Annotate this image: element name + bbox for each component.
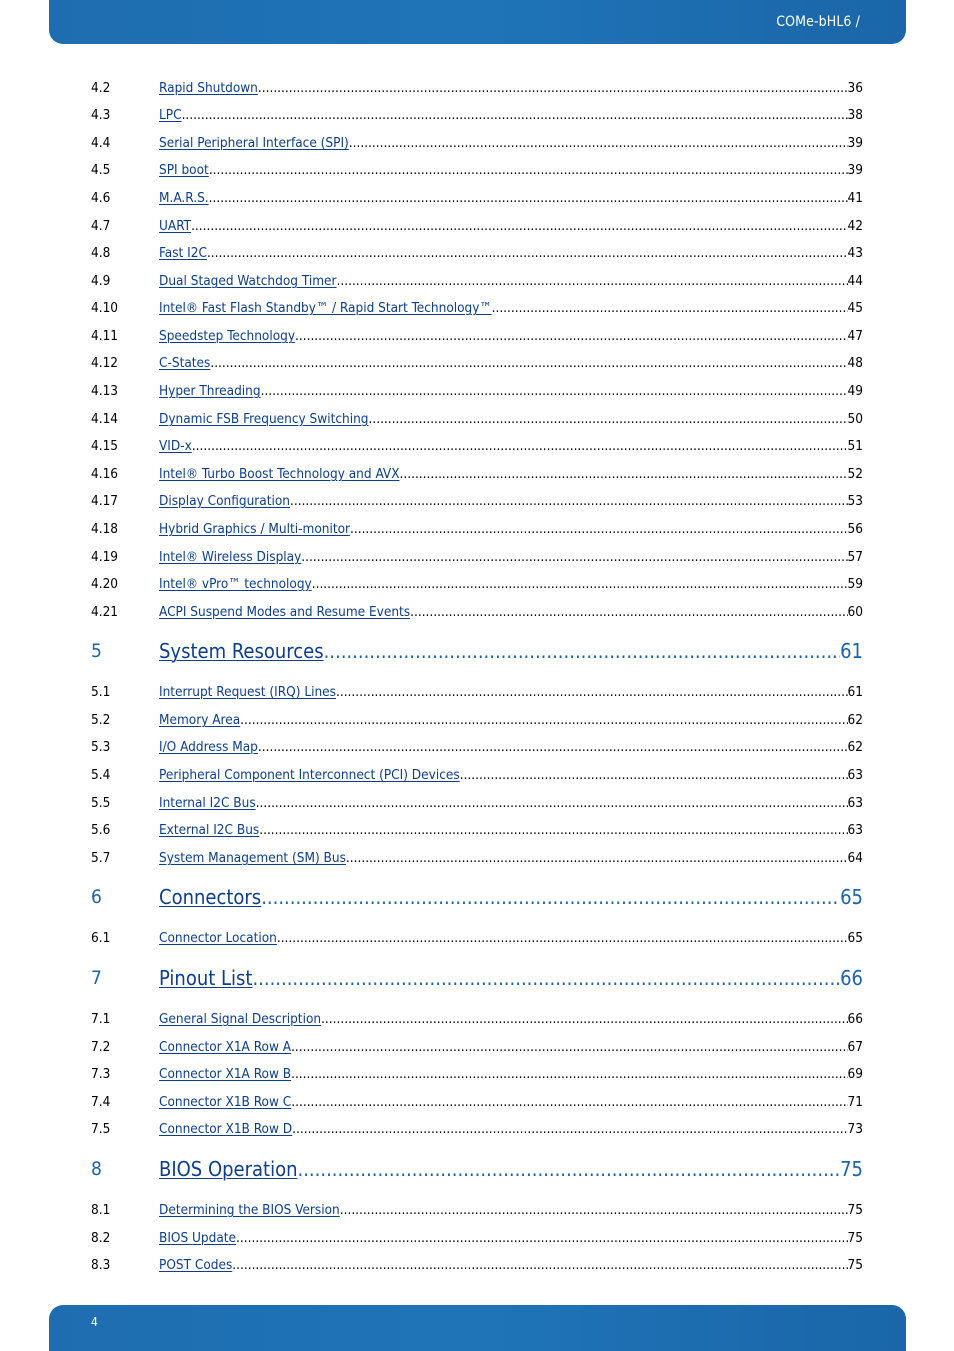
toc-entry-line <box>159 850 863 866</box>
toc-dot-leader <box>336 684 848 700</box>
toc-entry-number: 8.2 <box>91 1230 111 1246</box>
toc-entry-line <box>159 885 863 909</box>
toc-entry-line <box>159 795 863 811</box>
toc-entry-number: 4.12 <box>91 355 119 371</box>
toc-entry-link[interactable]: I/O Address Map <box>159 739 258 755</box>
toc-entry-line <box>159 1066 863 1082</box>
toc-entry-link[interactable]: ACPI Suspend Modes and Resume Events <box>159 604 411 620</box>
toc-entry-number: 4.3 <box>91 107 111 123</box>
toc-entry-page-number: 75 <box>847 1230 863 1246</box>
toc-entry-line <box>159 521 863 537</box>
toc-entry-page-number: 60 <box>847 604 863 620</box>
toc-dot-leader <box>258 80 848 96</box>
toc-entry-number: 7 <box>91 967 102 989</box>
toc-entry-link[interactable]: Intel® Fast Flash Standby™ / Rapid Start Technology™ <box>159 300 492 316</box>
toc-entry-line <box>159 1011 863 1027</box>
toc-entry-link[interactable]: Intel® Turbo Boost Technology and AVX <box>159 466 400 482</box>
toc-entry-line <box>159 684 863 700</box>
toc-entry-page-number: 36 <box>847 80 863 96</box>
toc-entry-line <box>159 438 863 454</box>
toc-dot-leader <box>182 107 848 123</box>
toc-entry-line <box>159 411 863 427</box>
toc-entry-line <box>159 273 863 289</box>
toc-dot-leader <box>261 383 848 399</box>
toc-dot-leader <box>301 549 847 565</box>
toc-entry-link[interactable]: Display Configuration <box>159 493 290 509</box>
toc-entry-link[interactable]: Peripheral Component Interconnect (PCI) Devices <box>159 767 460 783</box>
toc-dot-leader <box>337 273 848 289</box>
toc-entry-link[interactable]: System Management (SM) Bus <box>159 850 346 866</box>
toc-dot-leader <box>298 1157 841 1181</box>
document-title: COMe-bHL6 / <box>776 14 860 30</box>
toc-entry-line <box>159 218 863 234</box>
toc-dot-leader <box>346 850 848 866</box>
toc-entry-number: 4.2 <box>91 80 111 96</box>
toc-entry-line <box>159 639 863 663</box>
toc-entry-line <box>159 822 863 838</box>
toc-entry-line <box>159 1202 863 1218</box>
toc-entry-page-number: 62 <box>847 739 863 755</box>
toc-entry-number: 4.17 <box>91 493 119 509</box>
toc-entry-number: 8.3 <box>91 1257 111 1273</box>
toc-entry-page-number: 69 <box>847 1066 863 1082</box>
toc-entry-link[interactable]: Hyper Threading <box>159 383 261 399</box>
toc-entry-page-number: 51 <box>847 438 863 454</box>
toc-entry-number: 5.6 <box>91 822 111 838</box>
toc-entry-link[interactable]: General Signal Description <box>159 1011 322 1027</box>
toc-entry-link[interactable]: UART <box>159 218 192 234</box>
toc-dot-leader <box>236 1230 848 1246</box>
toc-entry-number: 4.9 <box>91 273 111 289</box>
toc-dot-leader <box>259 822 847 838</box>
toc-entry-link[interactable]: Interrupt Request (IRQ) Lines <box>159 684 336 700</box>
toc-entry-number: 7.1 <box>91 1011 111 1027</box>
toc-entry-page-number: 66 <box>847 1011 863 1027</box>
toc-entry-number: 5.1 <box>91 684 111 700</box>
toc-entry-link[interactable]: Connector X1A Row B <box>159 1066 292 1082</box>
toc-entry-page-number: 41 <box>847 190 863 206</box>
toc-entry-page-number: 44 <box>847 273 863 289</box>
toc-entry-link[interactable]: Internal I2C Bus <box>159 795 256 811</box>
toc-entry-page-number: 64 <box>847 850 863 866</box>
toc-dot-leader <box>460 767 848 783</box>
toc-entry-number: 4.21 <box>91 604 119 620</box>
toc-entry-link[interactable]: Connector Location <box>159 930 277 946</box>
toc-entry-link[interactable]: Dual Staged Watchdog Timer <box>159 273 337 289</box>
toc-dot-leader <box>400 466 848 482</box>
toc-entry-link[interactable]: Fast I2C <box>159 245 207 261</box>
toc-entry-number: 5.7 <box>91 850 111 866</box>
toc-dot-leader <box>291 1066 847 1082</box>
toc-entry-page-number: 39 <box>847 135 863 151</box>
toc-entry-link[interactable]: M.A.R.S. <box>159 190 209 206</box>
toc-entry-line <box>159 966 863 990</box>
toc-entry-page-number: 39 <box>847 162 863 178</box>
toc-entry-link[interactable]: C-States <box>159 355 211 371</box>
toc-entry-page-number: 65 <box>847 930 863 946</box>
toc-entry-line <box>159 549 863 565</box>
toc-entry-number: 5 <box>91 640 102 662</box>
toc-entry-line <box>159 135 863 151</box>
toc-entry-page-number: 49 <box>847 383 863 399</box>
toc-entry-line <box>159 739 863 755</box>
toc-entry-number: 5.5 <box>91 795 111 811</box>
toc-entry-number: 8.1 <box>91 1202 111 1218</box>
toc-entry-page-number: 50 <box>847 411 863 427</box>
toc-entry-number: 4.4 <box>91 135 111 151</box>
toc-dot-leader <box>209 162 848 178</box>
toc-dot-leader <box>291 1039 847 1055</box>
toc-entry-link[interactable]: Intel® vPro™ technology <box>159 576 312 592</box>
toc-entry-link[interactable]: SPI boot <box>159 162 209 178</box>
toc-dot-leader <box>210 355 847 371</box>
toc-entry-page-number: 48 <box>847 355 863 371</box>
toc-entry-number: 4.15 <box>91 438 119 454</box>
toc-entry-line <box>159 355 863 371</box>
toc-entry-line <box>159 1230 863 1246</box>
toc-entry-page-number: 45 <box>847 300 863 316</box>
toc-dot-leader <box>369 411 848 427</box>
toc-entry-number: 4.13 <box>91 383 119 399</box>
toc-entry-number: 6 <box>91 886 102 908</box>
toc-dot-leader <box>209 190 848 206</box>
toc-entry-link[interactable]: Dynamic FSB Frequency Switching <box>159 411 369 427</box>
toc-entry-number: 4.19 <box>91 549 119 565</box>
toc-dot-leader <box>192 438 848 454</box>
toc-entry-number: 8 <box>91 1158 102 1180</box>
toc-dot-leader <box>321 1011 847 1027</box>
toc-entry-link[interactable]: VID-x <box>159 438 192 454</box>
toc-dot-leader <box>295 328 848 344</box>
toc-entry-page-number: 59 <box>847 576 863 592</box>
toc-entry-link[interactable]: Hybrid Graphics / Multi-monitor <box>159 521 350 537</box>
toc-entry-link[interactable]: Connectors <box>159 885 262 909</box>
toc-entry-page-number: 67 <box>847 1039 863 1055</box>
toc-entry-line <box>159 80 863 96</box>
toc-entry-line <box>159 245 863 261</box>
toc-entry-page-number: 56 <box>847 521 863 537</box>
toc-entry-page-number: 42 <box>847 218 863 234</box>
toc-entry-line <box>159 328 863 344</box>
toc-dot-leader <box>252 966 840 990</box>
toc-dot-leader <box>290 493 848 509</box>
toc-dot-leader <box>291 1094 847 1110</box>
toc-entry-line <box>159 767 863 783</box>
toc-entry-page-number: 71 <box>847 1094 863 1110</box>
toc-entry-link[interactable]: Serial Peripheral Interface (SPI) <box>159 135 349 151</box>
toc-dot-leader <box>261 885 840 909</box>
toc-dot-leader <box>340 1202 848 1218</box>
toc-entry-link[interactable]: Determining the BIOS Version <box>159 1202 340 1218</box>
toc-entry-page-number: 53 <box>847 493 863 509</box>
toc-entry-number: 5.4 <box>91 767 111 783</box>
footer-bar <box>49 1305 906 1351</box>
toc-entry-number: 4.10 <box>91 300 119 316</box>
toc-entry-page-number: 57 <box>847 549 863 565</box>
toc-entry-line <box>159 162 863 178</box>
toc-dot-leader <box>277 930 848 946</box>
toc-entry-line <box>159 1121 863 1137</box>
toc-entry-link[interactable]: Connector X1A Row A <box>159 1039 292 1055</box>
toc-entry-line <box>159 1094 863 1110</box>
toc-entry-page-number: 63 <box>847 795 863 811</box>
toc-entry-page-number: 52 <box>847 466 863 482</box>
toc-entry-line <box>159 190 863 206</box>
toc-entry-number: 7.5 <box>91 1121 111 1137</box>
toc-entry-link[interactable]: LPC <box>159 107 182 123</box>
toc-entry-number: 4.6 <box>91 190 111 206</box>
toc-entry-number: 4.11 <box>91 328 119 344</box>
toc-dot-leader <box>349 135 848 151</box>
toc-entry-link[interactable]: Rapid Shutdown <box>159 80 258 96</box>
toc-entry-link[interactable]: Speedstep Technology <box>159 328 296 344</box>
toc-entry-number: 4.7 <box>91 218 111 234</box>
toc-entry-link[interactable]: Connector X1B Row C <box>159 1094 292 1110</box>
toc-entry-link[interactable]: Pinout List <box>159 966 253 990</box>
toc-dot-leader <box>258 739 848 755</box>
toc-entry-page-number: 63 <box>847 822 863 838</box>
toc-entry-page-number: 61 <box>840 639 863 663</box>
toc-dot-leader <box>410 604 847 620</box>
toc-entry-number: 4.14 <box>91 411 119 427</box>
toc-entry-page-number: 43 <box>847 245 863 261</box>
toc-entry-link[interactable]: BIOS Operation <box>159 1157 298 1181</box>
toc-entry-link[interactable]: External I2C Bus <box>159 822 260 838</box>
toc-entry-link[interactable]: Connector X1B Row D <box>159 1121 293 1137</box>
toc-entry-line <box>159 604 863 620</box>
toc-dot-leader <box>350 521 848 537</box>
toc-entry-link[interactable]: Memory Area <box>159 712 241 728</box>
toc-dot-leader <box>240 712 847 728</box>
toc-dot-leader <box>191 218 847 234</box>
toc-entry-line <box>159 493 863 509</box>
toc-entry-number: 4.5 <box>91 162 111 178</box>
toc-entry-line <box>159 107 863 123</box>
toc-entry-page-number: 73 <box>847 1121 863 1137</box>
toc-dot-leader <box>292 1121 847 1137</box>
toc-entry-page-number: 75 <box>847 1202 863 1218</box>
toc-entry-link[interactable]: System Resources <box>159 639 324 663</box>
toc-entry-line <box>159 1257 863 1273</box>
toc-entry-page-number: 62 <box>847 712 863 728</box>
toc-dot-leader <box>256 795 848 811</box>
page-number: 4 <box>91 1315 98 1329</box>
toc-dot-leader <box>492 300 848 316</box>
toc-entry-link[interactable]: POST Codes <box>159 1257 233 1273</box>
toc-entry-number: 4.8 <box>91 245 111 261</box>
toc-entry-number: 4.20 <box>91 576 119 592</box>
toc-dot-leader <box>312 576 848 592</box>
header-bar <box>49 0 906 44</box>
toc-entry-line <box>159 466 863 482</box>
toc-entry-page-number: 63 <box>847 767 863 783</box>
toc-entry-line <box>159 930 863 946</box>
toc-entry-number: 6.1 <box>91 930 111 946</box>
toc-entry-page-number: 38 <box>847 107 863 123</box>
toc-entry-page-number: 75 <box>847 1257 863 1273</box>
toc-entry-line <box>159 1157 863 1181</box>
toc-entry-number: 7.3 <box>91 1066 111 1082</box>
toc-entry-number: 5.2 <box>91 712 111 728</box>
toc-entry-number: 7.2 <box>91 1039 111 1055</box>
toc-entry-page-number: 66 <box>840 966 863 990</box>
toc-entry-number: 4.16 <box>91 466 119 482</box>
toc-entry-line <box>159 576 863 592</box>
toc-entry-page-number: 75 <box>840 1157 863 1181</box>
toc-entry-link[interactable]: BIOS Update <box>159 1230 237 1246</box>
toc-entry-number: 7.4 <box>91 1094 111 1110</box>
toc-entry-number: 5.3 <box>91 739 111 755</box>
toc-dot-leader <box>324 639 841 663</box>
toc-entry-page-number: 47 <box>847 328 863 344</box>
toc-entry-link[interactable]: Intel® Wireless Display <box>159 549 302 565</box>
toc-entry-line <box>159 300 863 316</box>
toc-dot-leader <box>232 1257 847 1273</box>
toc-entry-number: 4.18 <box>91 521 119 537</box>
toc-entry-page-number: 65 <box>840 885 863 909</box>
toc-entry-line <box>159 712 863 728</box>
toc-entry-line <box>159 1039 863 1055</box>
toc-entry-line <box>159 383 863 399</box>
toc-dot-leader <box>207 245 848 261</box>
toc-entry-page-number: 61 <box>847 684 863 700</box>
